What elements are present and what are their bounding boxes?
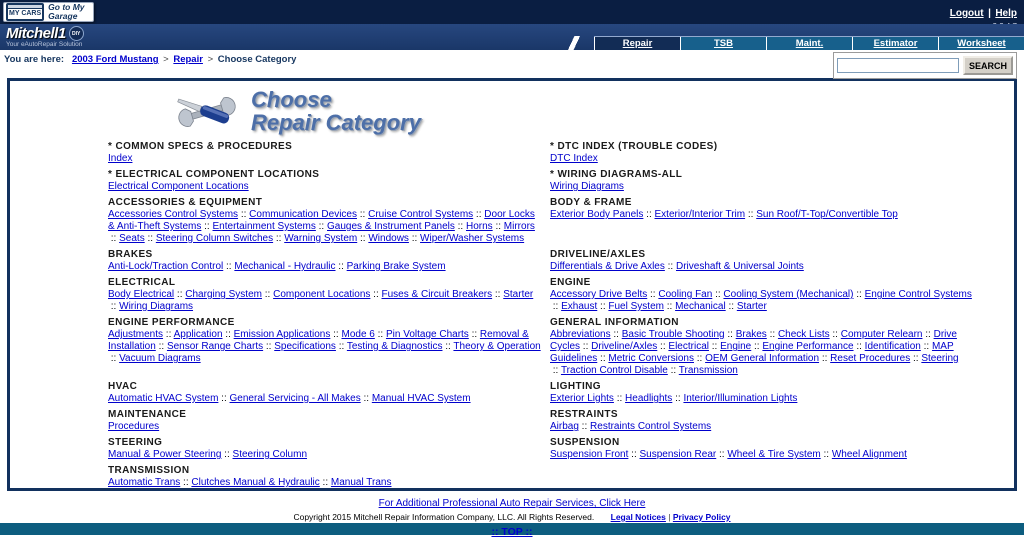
link-separator: ::	[261, 289, 274, 300]
category-link[interactable]: Transmission	[678, 365, 738, 376]
link-separator: ::	[724, 329, 736, 340]
category-section	[108, 197, 542, 245]
logout-link[interactable]: Logout	[949, 8, 984, 19]
page-title	[251, 88, 421, 134]
content-box	[7, 78, 1017, 491]
category-link[interactable]: Starter	[736, 301, 767, 312]
category-link[interactable]: Sensor Range Charts	[166, 341, 264, 352]
link-separator: ::	[613, 393, 626, 404]
breadcrumb-bar	[0, 50, 1024, 78]
category-section	[550, 437, 984, 461]
link-separator: ::	[222, 329, 234, 340]
link-separator: ::	[657, 341, 669, 352]
category-section	[108, 409, 542, 433]
logo-bar	[0, 24, 1024, 50]
category-heading: BODY & FRAME	[550, 197, 632, 208]
category-link[interactable]: Differentials & Drive Axles	[550, 261, 665, 272]
category-link[interactable]: Electrical Component Locations	[108, 181, 249, 192]
link-separator: ::	[263, 341, 275, 352]
category-link[interactable]: Check Lists	[777, 329, 830, 340]
category-link[interactable]: Removal & Installation	[108, 329, 529, 352]
category-link[interactable]: Testing & Diagnostics	[346, 341, 443, 352]
link-separator: ::	[597, 301, 609, 312]
category-link[interactable]: Manual Trans	[330, 477, 392, 488]
category-link[interactable]: Procedures	[108, 421, 160, 432]
category-link[interactable]: Theory & Operation	[453, 341, 541, 352]
link-separator: ::	[751, 341, 763, 352]
category-links	[108, 261, 542, 273]
link-separator: ::	[853, 289, 865, 300]
category-link[interactable]: Engine Control Systems	[864, 289, 972, 300]
link-separator: ::	[163, 329, 174, 340]
breadcrumb-prefix: You are here:	[4, 54, 65, 65]
category-links	[550, 421, 984, 433]
link-separator: ::	[829, 329, 841, 340]
category-link[interactable]: Engine	[720, 341, 752, 352]
category-section	[108, 141, 542, 165]
link-separator: ::	[745, 209, 757, 220]
category-link[interactable]: Emission Applications	[233, 329, 331, 340]
link-separator: ::	[578, 421, 591, 432]
plate-banner	[8, 5, 42, 9]
page-title-line1: Choose	[251, 87, 332, 112]
category-link[interactable]: Suspension Front	[550, 449, 629, 460]
plate-text: MY CARS	[9, 10, 42, 17]
category-link[interactable]: Fuses & Circuit Breakers	[381, 289, 493, 300]
category-link[interactable]: Horns	[465, 221, 493, 232]
help-link[interactable]: Help	[995, 8, 1017, 19]
category-links	[550, 329, 984, 377]
license-plate-icon	[6, 3, 44, 21]
category-links	[550, 209, 984, 221]
category-heading: * ELECTRICAL COMPONENT LOCATIONS	[108, 169, 320, 180]
category-links	[108, 421, 542, 433]
link-separator: ::	[330, 329, 342, 340]
category-link[interactable]: Interior/Illumination Lights	[683, 393, 798, 404]
category-heading: * DTC INDEX (TROUBLE CODES)	[550, 141, 718, 152]
link-separator: ::	[454, 221, 466, 232]
privacy-policy-link[interactable]: Privacy Policy	[672, 512, 731, 522]
category-links	[550, 261, 984, 273]
category-link[interactable]: Component Locations	[273, 289, 371, 300]
category-heading: ELECTRICAL	[108, 277, 176, 288]
category-link[interactable]: General Servicing - All Makes	[229, 393, 361, 404]
category-link[interactable]: Restraints Control Systems	[590, 421, 712, 432]
link-separator: ::	[580, 341, 592, 352]
copyright-text: Copyright 2015 Mitchell Repair Information Company, LLC. All Rights Reserved.	[293, 512, 595, 522]
category-link[interactable]: Brakes	[735, 329, 767, 340]
link-separator: ::	[108, 233, 120, 244]
link-separator: ::	[374, 329, 386, 340]
category-link[interactable]: Seats	[119, 233, 145, 244]
category-link[interactable]: MAP Guidelines	[550, 341, 954, 364]
category-link[interactable]: Engine Performance	[762, 341, 854, 352]
breadcrumb-current: Choose Category	[217, 54, 297, 65]
category-heading: SUSPENSION	[550, 437, 620, 448]
category-link[interactable]: Driveline/Axles	[591, 341, 658, 352]
link-separator: ::	[218, 393, 230, 404]
link-separator: ::	[360, 393, 372, 404]
link-separator: ::	[273, 233, 285, 244]
category-link[interactable]: Parking Brake System	[346, 261, 446, 272]
category-link[interactable]: Cooling Fan	[658, 289, 713, 300]
top-bar	[0, 0, 1024, 24]
additional-services-link[interactable]: For Additional Professional Auto Repair Services, Click Here	[378, 498, 646, 509]
category-link[interactable]: Clutches Manual & Hydraulic	[191, 477, 320, 488]
category-heading: LIGHTING	[550, 381, 601, 392]
category-heading: ACCESSORIES & EQUIPMENT	[108, 197, 263, 208]
tab-diagonal-divider	[554, 36, 594, 50]
category-link[interactable]: Manual & Power Steering	[108, 449, 222, 460]
link-separator: ::	[492, 221, 504, 232]
tab-estimator[interactable]: Estimator	[852, 37, 938, 50]
category-link[interactable]: Mirrors	[503, 221, 535, 232]
link-separator: ::	[492, 289, 504, 300]
link-separator: ::	[693, 353, 706, 364]
link-separator: ::	[468, 329, 480, 340]
category-link[interactable]: Accessories Control Systems	[108, 209, 239, 220]
category-links	[550, 153, 984, 165]
tab-repair[interactable]: Repair	[594, 37, 680, 50]
category-link[interactable]: Door Locks & Anti-Theft Systems	[108, 209, 535, 232]
category-section	[108, 277, 542, 313]
link-separator: ::	[853, 341, 865, 352]
category-link[interactable]: Entertainment Systems	[212, 221, 316, 232]
category-section	[550, 249, 984, 273]
link-separator: ::	[144, 233, 156, 244]
category-heading: STEERING	[108, 437, 163, 448]
search-panel	[833, 52, 1017, 79]
category-heading: GENERAL INFORMATION	[550, 317, 679, 328]
category-link[interactable]: Starter	[503, 289, 534, 300]
go-to-my-garage-label: Go to My Garage	[48, 2, 85, 21]
legal-notices-link[interactable]: Legal Notices	[610, 512, 666, 522]
category-link[interactable]: Adjustments	[108, 329, 164, 340]
link-separator: ::	[155, 341, 167, 352]
category-grid	[108, 141, 1014, 489]
category-link[interactable]: Drive Cycles	[550, 329, 957, 352]
link-separator: ::	[643, 209, 655, 220]
category-link[interactable]: Traction Control Disable	[560, 365, 668, 376]
link-separator: ::	[667, 365, 679, 376]
link-separator: ::	[221, 449, 233, 460]
category-link[interactable]: Vacuum Diagrams	[119, 353, 201, 364]
category-link[interactable]: Gauges & Instrument Panels	[327, 221, 455, 232]
category-links	[108, 289, 542, 313]
category-link[interactable]: Steering Column Switches	[155, 233, 274, 244]
link-separator: ::	[174, 289, 186, 300]
link-separator: ::	[628, 449, 640, 460]
category-heading: DRIVELINE/AXLES	[550, 249, 646, 260]
category-link[interactable]: Exterior Body Panels	[550, 209, 644, 220]
link-separator: ::	[766, 329, 778, 340]
link-separator: ::	[663, 301, 676, 312]
pipe-separator: |	[668, 512, 671, 522]
category-link[interactable]: Mechanical - Hydraulic	[234, 261, 336, 272]
link-separator: ::	[442, 341, 454, 352]
category-link[interactable]: Computer Relearn	[840, 329, 923, 340]
category-section	[108, 317, 542, 377]
link-separator: ::	[820, 449, 832, 460]
category-link[interactable]: Charging System	[185, 289, 262, 300]
tabs-wrap	[554, 36, 1024, 50]
category-link[interactable]: Exhaust	[561, 301, 598, 312]
link-separator: ::	[550, 301, 562, 312]
category-link[interactable]: Headlights	[625, 393, 673, 404]
brand-name: Mitchell1	[6, 25, 66, 42]
link-separator: ::	[370, 289, 382, 300]
category-link[interactable]: Application	[173, 329, 223, 340]
category-link[interactable]: Sun Roof/T-Top/Convertible Top	[756, 209, 898, 220]
link-separator: ::	[408, 233, 421, 244]
footer	[0, 491, 1024, 538]
breadcrumb-separator: >	[163, 54, 169, 65]
link-separator: ::	[597, 353, 609, 364]
category-links	[108, 477, 542, 489]
link-separator: ::	[357, 209, 369, 220]
category-link[interactable]: Airbag	[550, 421, 579, 432]
category-link[interactable]: Abbreviations	[550, 329, 611, 340]
link-separator: ::	[647, 289, 659, 300]
category-link[interactable]: Wiring Diagrams	[550, 181, 624, 192]
category-link[interactable]: Automatic Trans	[108, 477, 181, 488]
category-link[interactable]: Electrical	[668, 341, 709, 352]
category-link[interactable]: Wheel Alignment	[831, 449, 907, 460]
category-link[interactable]: Wheel & Tire System	[727, 449, 821, 460]
link-separator: ::	[550, 365, 561, 376]
category-link[interactable]: Driveshaft & Universal Joints	[675, 261, 804, 272]
link-separator: ::	[664, 261, 676, 272]
category-heading: HVAC	[108, 381, 138, 392]
category-link[interactable]: Basic Trouble Shooting	[621, 329, 725, 340]
link-separator: ::	[910, 353, 922, 364]
mitchell1-logo	[6, 25, 84, 48]
link-separator: ::	[108, 301, 120, 312]
tab-maint[interactable]: Maint.	[766, 37, 852, 50]
tab-worksheet[interactable]: Worksheet	[938, 37, 1024, 50]
link-separator: ::	[335, 261, 347, 272]
category-links	[108, 153, 542, 165]
link-separator: ::	[819, 353, 831, 364]
brand-tagline: Your eAutoRepair Solution	[6, 41, 83, 48]
category-link[interactable]: Pin Voltage Charts	[385, 329, 469, 340]
category-heading: * WIRING DIAGRAMS-ALL	[550, 169, 683, 180]
category-section	[108, 437, 542, 461]
category-section	[550, 169, 984, 193]
category-links	[108, 181, 542, 193]
link-separator: ::	[708, 341, 721, 352]
category-link[interactable]: Fuel System	[608, 301, 664, 312]
category-link[interactable]: Automatic HVAC System	[108, 393, 219, 404]
category-section	[108, 381, 542, 405]
link-separator: ::	[672, 393, 684, 404]
category-links	[108, 209, 542, 245]
link-separator: ::	[922, 329, 934, 340]
category-link[interactable]: Mode 6	[341, 329, 375, 340]
category-link[interactable]: Steering Column	[232, 449, 308, 460]
category-section	[550, 277, 984, 313]
category-heading: * COMMON SPECS & PROCEDURES	[108, 141, 293, 152]
breadcrumb-repair-link[interactable]: Repair	[173, 54, 203, 65]
link-separator: ::	[473, 209, 485, 220]
category-heading: MAINTENANCE	[108, 409, 187, 420]
link-separator: ::	[315, 221, 327, 232]
link-separator: ::	[712, 289, 724, 300]
category-section	[550, 381, 984, 405]
category-link[interactable]: Cooling System (Mechanical)	[723, 289, 854, 300]
breadcrumb-vehicle-link[interactable]: 2003 Ford Mustang	[71, 54, 159, 65]
category-section	[550, 409, 984, 433]
link-separator: ::	[108, 353, 120, 364]
category-heading: TRANSMISSION	[108, 465, 190, 476]
category-links	[108, 449, 542, 461]
category-link[interactable]: Cruise Control Systems	[368, 209, 474, 220]
link-separator: ::	[180, 477, 192, 488]
category-link[interactable]: OEM General Information	[705, 353, 820, 364]
category-links	[550, 393, 984, 405]
link-separator: ::	[920, 341, 932, 352]
category-link[interactable]: Exterior Lights	[550, 393, 614, 404]
category-links	[550, 449, 984, 461]
category-link[interactable]: Warning System	[284, 233, 358, 244]
category-link[interactable]: Index	[108, 153, 133, 164]
back-to-top-link[interactable]: :: TOP ::	[491, 526, 533, 538]
category-links	[550, 181, 984, 193]
category-link[interactable]: Manual HVAC System	[371, 393, 471, 404]
category-link[interactable]: Accessory Drive Belts	[550, 289, 648, 300]
category-links	[550, 289, 984, 313]
search-input[interactable]	[837, 58, 959, 73]
category-link[interactable]: Body Electrical	[108, 289, 175, 300]
page-title-row	[173, 88, 1014, 136]
link-separator: ::	[319, 477, 331, 488]
category-link[interactable]: Exterior/Interior Trim	[654, 209, 746, 220]
category-link[interactable]: Wiring Diagrams	[119, 301, 194, 312]
pipe-separator: |	[988, 8, 991, 19]
category-link[interactable]: Windows	[368, 233, 409, 244]
category-link[interactable]: Metric Conversions	[608, 353, 694, 364]
category-section	[108, 465, 542, 489]
link-separator: ::	[610, 329, 622, 340]
category-link[interactable]: Suspension Rear	[639, 449, 717, 460]
search-button[interactable]: SEARCH	[963, 56, 1013, 75]
category-section	[550, 197, 984, 245]
diy-badge-icon: DIY	[69, 26, 84, 41]
breadcrumb-separator: >	[207, 54, 214, 65]
copyright-line	[0, 512, 1024, 522]
crossed-tools-icon	[173, 88, 241, 136]
category-link[interactable]: Steering	[921, 353, 959, 364]
tab-tsb[interactable]: TSB	[680, 37, 766, 50]
page-title-line2: Repair Category	[251, 110, 421, 135]
category-links	[108, 393, 542, 405]
link-separator: ::	[238, 209, 250, 220]
category-link[interactable]: Identification	[864, 341, 921, 352]
category-link[interactable]: Communication Devices	[249, 209, 357, 220]
category-section	[108, 249, 542, 273]
category-link[interactable]: Mechanical	[675, 301, 726, 312]
category-heading: BRAKES	[108, 249, 153, 260]
category-heading: RESTRAINTS	[550, 409, 618, 420]
link-separator: ::	[335, 341, 347, 352]
category-section	[108, 169, 542, 193]
link-separator: ::	[725, 301, 737, 312]
category-link[interactable]: Anti-Lock/Traction Control	[108, 261, 224, 272]
category-link[interactable]: Wiper/Washer Systems	[420, 233, 525, 244]
category-link[interactable]: Specifications	[274, 341, 336, 352]
category-links	[108, 329, 542, 365]
category-link[interactable]: Reset Procedures	[830, 353, 911, 364]
category-section	[550, 141, 984, 165]
category-heading: ENGINE	[550, 277, 591, 288]
link-separator: ::	[201, 221, 213, 232]
category-heading: ENGINE PERFORMANCE	[108, 317, 235, 328]
link-separator: ::	[223, 261, 235, 272]
link-separator: ::	[357, 233, 369, 244]
category-link[interactable]: DTC Index	[550, 153, 598, 164]
tab-bar	[594, 36, 1024, 50]
category-section	[550, 317, 984, 377]
go-to-my-garage-button[interactable]	[3, 2, 94, 22]
link-separator: ::	[716, 449, 728, 460]
